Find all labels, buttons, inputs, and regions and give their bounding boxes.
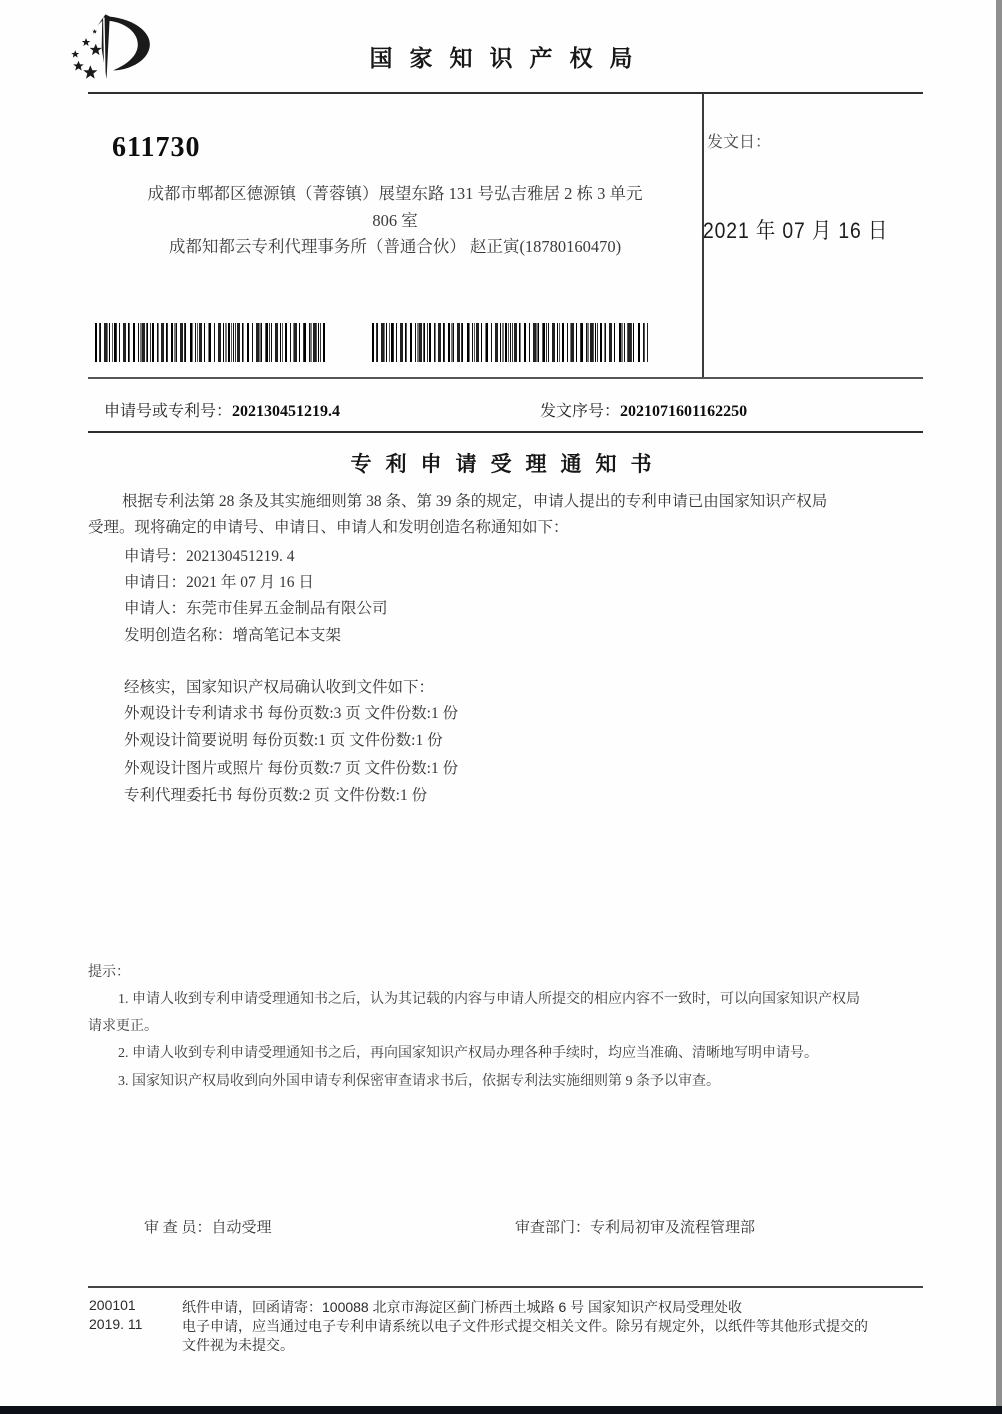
barcode-left [95, 323, 326, 362]
footer-form-version: 2019. 11 [89, 1316, 143, 1332]
received-item: 专利代理委托书 每份页数:2 页 文件份数:1 份 [124, 787, 428, 804]
application-number-value: 202130451219.4 [232, 403, 341, 420]
scan-edge-right [996, 0, 1002, 1414]
footer-rule [88, 1286, 923, 1288]
department-value: 专利局初审及流程管理部 [590, 1220, 756, 1236]
notice-paragraph-line1: 根据专利法第 28 条及其实施细则第 38 条、第 39 条的规定，申请人提出的专利申请已由国家知识产权局 [122, 493, 828, 510]
notice-title [0, 448, 1002, 478]
tip-item-3: 3. 国家知识产权局收到向外国申请专利保密审查请求书后，依据专利法实施细则第 9 条予以审查。 [118, 1074, 720, 1089]
serial-number-value: 2021071601162250 [620, 403, 748, 420]
field-application-date: 申请日：2021 年 07 月 16 日 [124, 574, 314, 591]
issue-date-value [703, 214, 913, 245]
serial-number-label: 发文序号： [540, 403, 621, 420]
received-item: 外观设计专利请求书 每份页数:3 页 文件份数:1 份 [124, 705, 459, 722]
barcode-right [372, 323, 648, 362]
application-number-row [104, 398, 340, 421]
footer-form-code: 200101 [89, 1297, 136, 1313]
received-documents-intro: 经核实，国家知识产权局确认收到文件如下： [124, 679, 435, 696]
notice-title-text: 专利申请受理通知书 [350, 452, 666, 476]
examiner-value: 自动受理 [211, 1220, 272, 1236]
examiner-label: 审 查 员： [144, 1220, 212, 1236]
agency-title [0, 40, 1002, 73]
field-invention-title: 发明创造名称：增高笔记本支架 [124, 627, 342, 644]
mailing-address-line2: 806 室 [372, 211, 418, 230]
serial-number-row [540, 398, 747, 421]
tip-item-1-line1: 1. 申请人收到专利申请受理通知书之后，认为其记载的内容与申请人所提交的相应内容不一致时，可以向国家知识产权局 [118, 992, 860, 1007]
agency-title-text: 国家知识产权局 [369, 46, 650, 71]
field-application-number: 申请号：202130451219. 4 [124, 548, 295, 565]
mailing-address-line1: 成都市郫都区德源镇（菁蓉镇）展望东路 131 号弘吉雅居 2 栋 3 单元 [147, 184, 643, 203]
mailing-code: 611730 [112, 132, 201, 163]
footer-paper-instruction: 纸件申请，回函请寄：100088 北京市海淀区蓟门桥西土城路 6 号 国家知识产权局受理处收 [182, 1299, 743, 1315]
department-label: 审查部门： [515, 1220, 591, 1236]
meta-bottom-rule [88, 431, 923, 433]
issue-date-label: 发文日： [707, 134, 772, 151]
issue-date-text: 2021 年 07 月 16 日 [703, 218, 889, 243]
header-rule [88, 92, 923, 94]
mailing-recipient: 成都知都云专利代理事务所（普通合伙） 赵正寅(18780160470) [168, 237, 622, 256]
department-row [515, 1216, 755, 1237]
application-number-label: 申请号或专利号： [104, 403, 233, 420]
footer-efiling-instruction-line2: 文件视为未提交。 [182, 1337, 294, 1353]
tip-item-1-line2: 请求更正。 [88, 1019, 158, 1034]
scan-edge-bottom [0, 1406, 1002, 1414]
field-applicant: 申请人：东莞市佳昇五金制品有限公司 [124, 600, 388, 617]
received-item: 外观设计图片或照片 每份页数:7 页 文件份数:1 份 [124, 760, 459, 777]
tip-item-2: 2. 申请人收到专利申请受理通知书之后，再向国家知识产权局办理各种手续时，均应当准确、清晰地写明申请号。 [118, 1046, 818, 1061]
barcode-bottom-rule [88, 377, 923, 379]
tips-label: 提示： [88, 965, 130, 980]
received-item: 外观设计简要说明 每份页数:1 页 文件份数:1 份 [124, 732, 443, 749]
footer-efiling-instruction-line1: 电子申请，应当通过电子专利申请系统以电子文件形式提交相关文件。除另有规定外，以纸件等其他形式提交的 [182, 1318, 868, 1334]
notice-paragraph-line2: 受理。现将确定的申请号、申请日、申请人和发明创造名称通知如下： [88, 519, 569, 536]
examiner-row [144, 1216, 272, 1237]
